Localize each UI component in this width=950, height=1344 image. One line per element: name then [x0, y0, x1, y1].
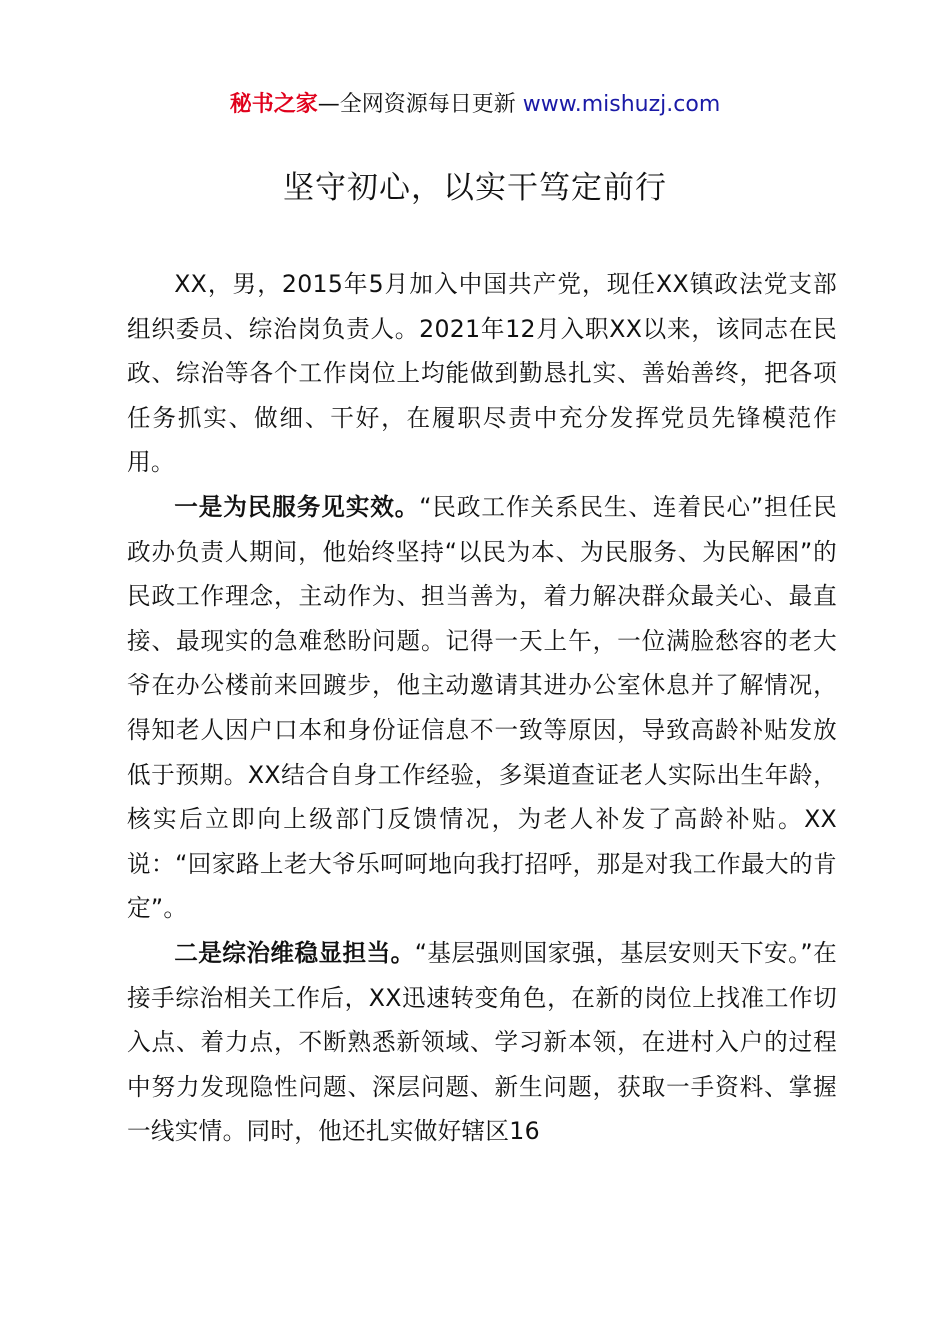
- paragraph-lead: 一是为民服务见实效。: [174, 492, 420, 521]
- header-slogan: —全网资源每日更新: [317, 92, 523, 117]
- paragraph-text: “基层强则国家强，基层安则天下安。”在接手综治相关工作后，XX迅速转变角色，在新的岗位上找准工作切入点、着力点，不断熟悉新领域、学习新本领，在进村入户的过程中努力发现隐性问题、深层问题、新生问题，获取一手资料、掌握一线实情。同时，他还扎实做好辖区16: [127, 938, 837, 1146]
- site-header: [0, 88, 950, 122]
- paragraph-service: [127, 485, 837, 931]
- document-body: [127, 262, 837, 1154]
- paragraph-text: “民政工作关系民生、连着民心”担任民政办负责人期间，他始终坚持“以民为本、为民服务、为民解困”的民政工作理念，主动作为、担当善为，着力解决群众最关心、最直接、最现实的急难愁盼问题。记得一天上午，一位满脸愁容的老大爷在办公楼前来回踱步，他主动邀请其进办公室休息并了解情况，得知老人因户口本和身份证信息不一致等原因，导致高龄补贴发放低于预期。XX结合自身工作经验，多渠道查证老人实际出生年龄，核实后立即向上级部门反馈情况，为老人补发了高龄补贴。XX说：“回家路上老大爷乐呵呵地向我打招呼，那是对我工作最大的肯定”。: [127, 492, 837, 923]
- brand-name: 秘书之家: [229, 92, 318, 117]
- paragraph-stability: [127, 931, 837, 1154]
- site-url[interactable]: www.mishuzj.com: [522, 92, 721, 117]
- paragraph-lead: 二是综治维稳显担当。: [174, 938, 415, 967]
- paragraph-text: XX，男，2015年5月加入中国共产党，现任XX镇政法党支部组织委员、综治岗负责人。2021年12月入职XX以来，该同志在民政、综治等各个工作岗位上均能做到勤恳扎实、善始善终，把各项任务抓实、做细、干好，在履职尽责中充分发挥党员先锋模范作用。: [127, 270, 837, 477]
- document-title: 坚守初心，以实干笃定前行: [283, 170, 667, 206]
- paragraph-intro: [127, 262, 837, 485]
